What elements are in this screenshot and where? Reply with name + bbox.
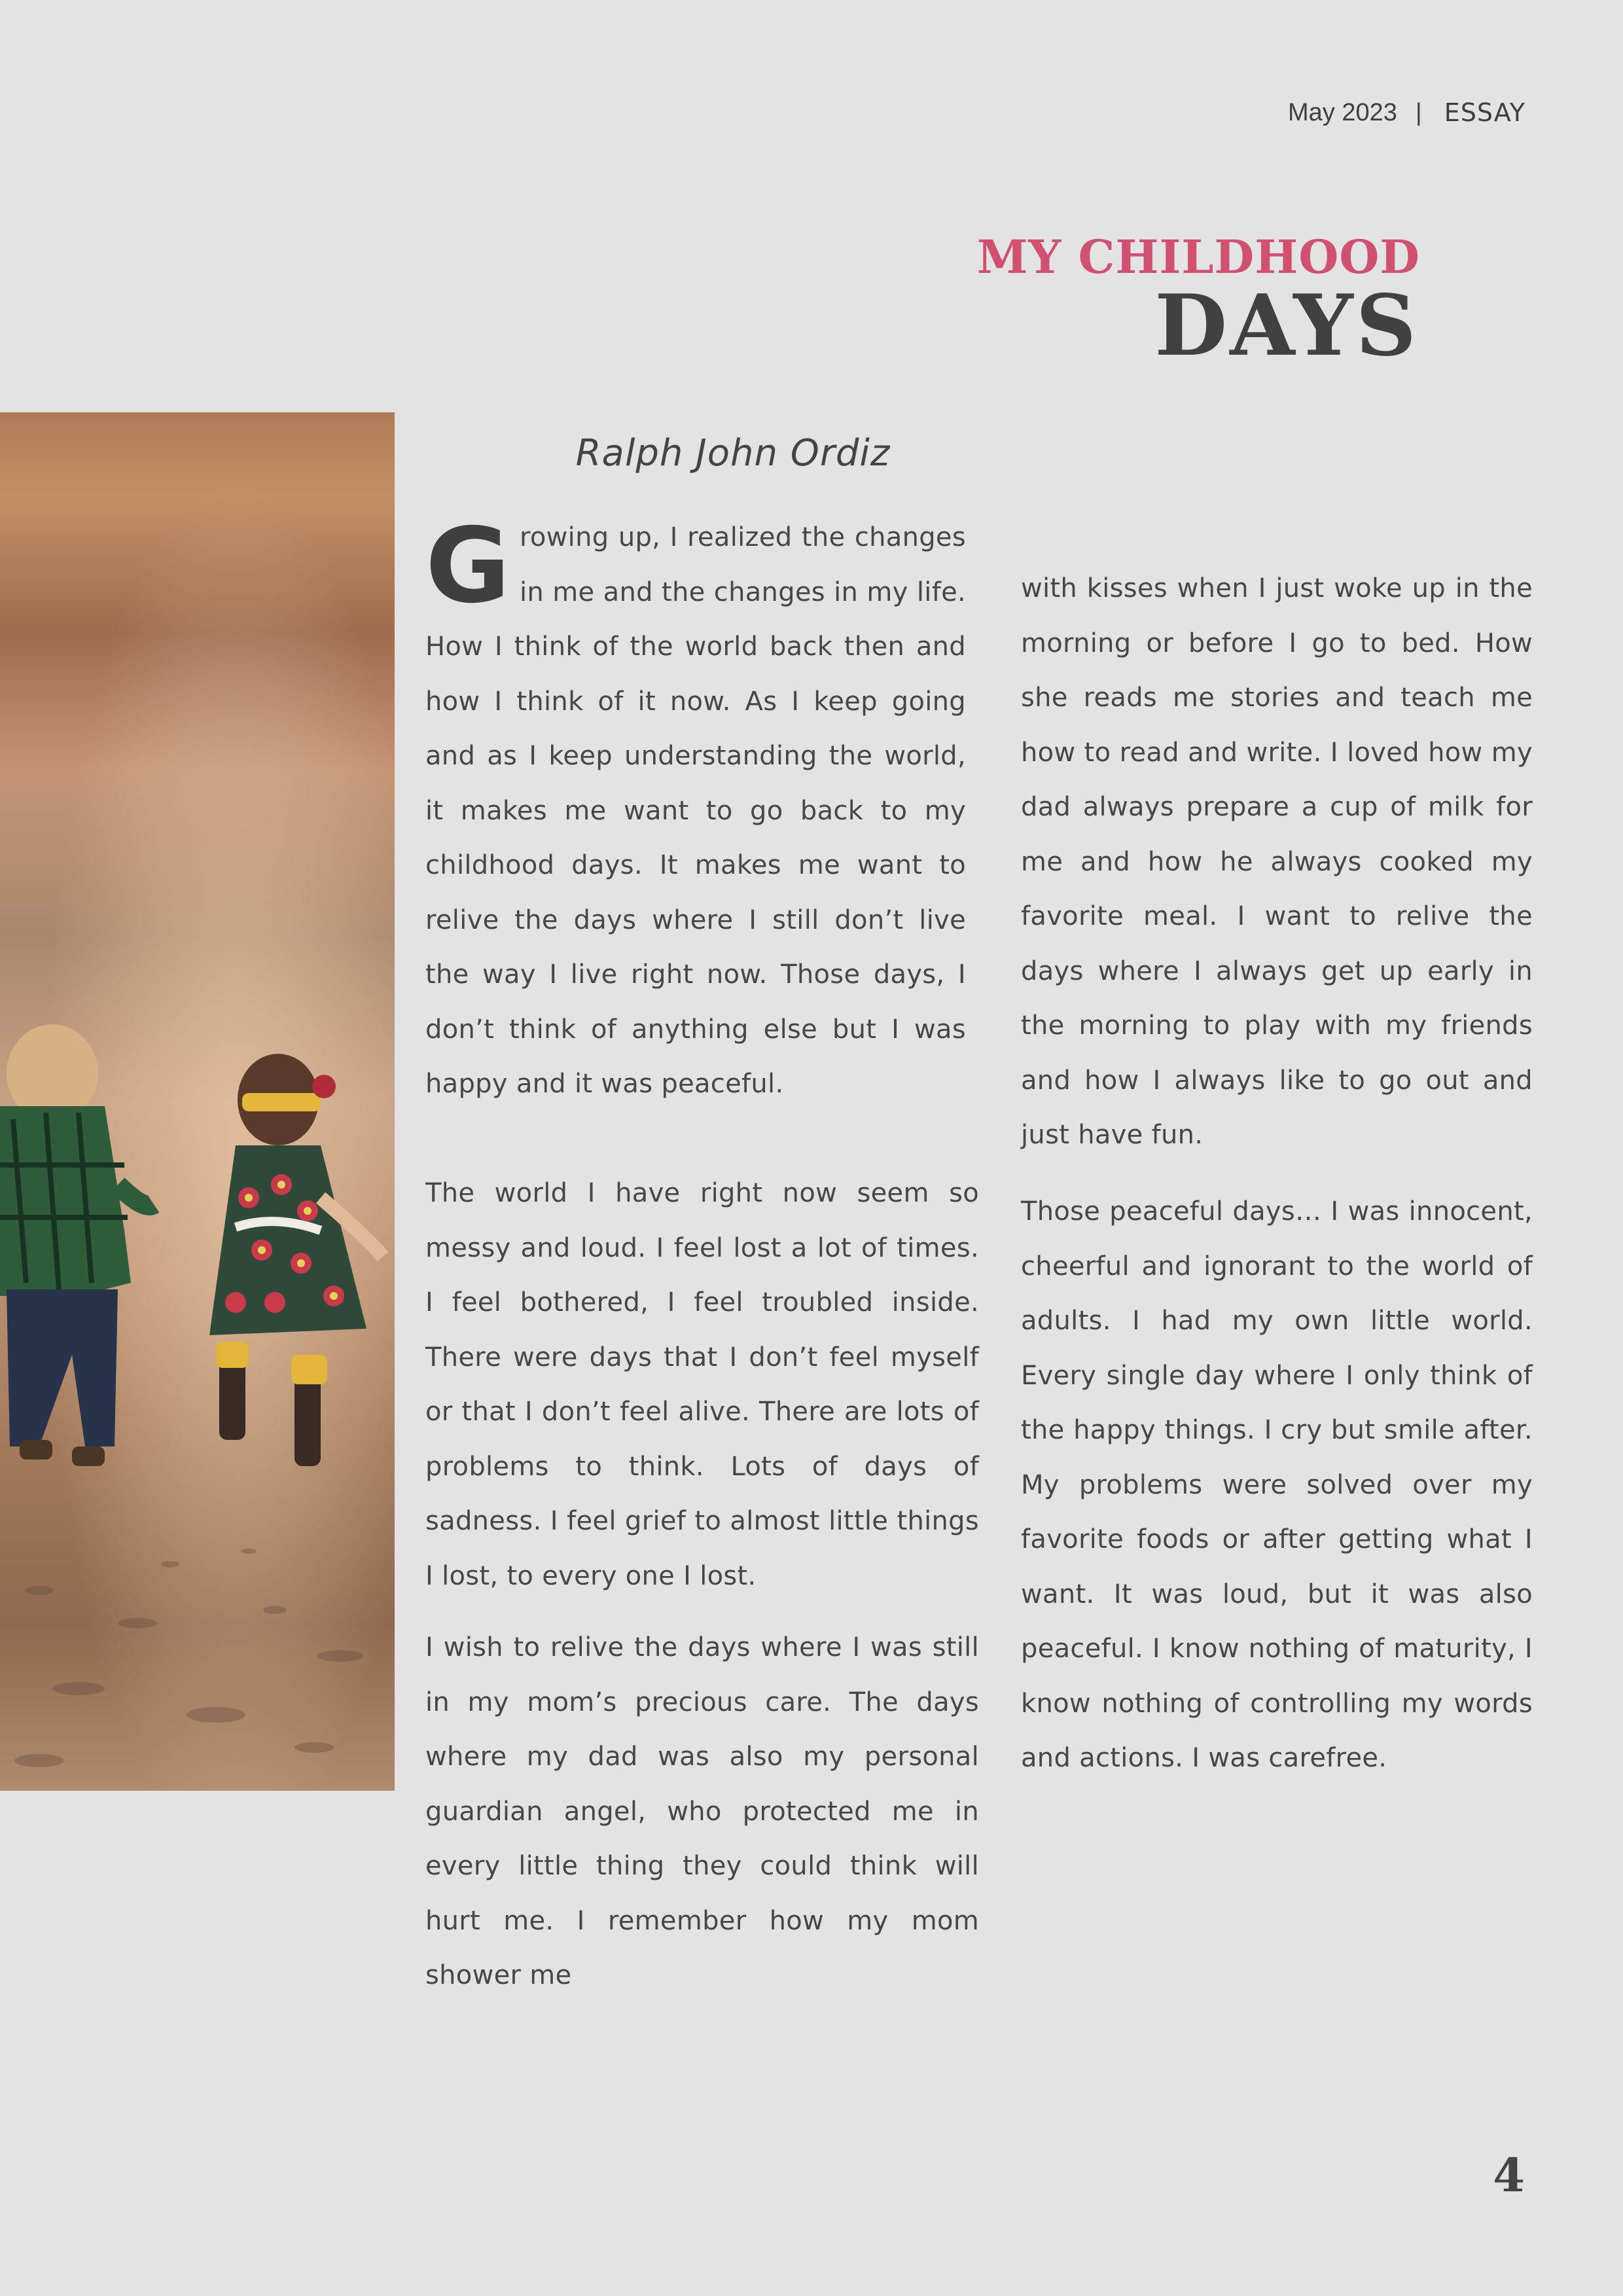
drop-cap: G bbox=[425, 506, 510, 626]
title-kicker: MY CHILDHOOD bbox=[976, 230, 1420, 284]
article-paragraph-3 bbox=[425, 1621, 979, 2003]
paragraph-1-text: rowing up, I realized the changes in me and the changes in my life. How I think of the world back then and how I think of it now. As I keep going and as I keep understanding the world, it makes me want to go back to my childhood days. It makes me want to relive the days where I still don’t live the way I live right now. Those days, I don’t think of anything else but I was happy and it was peaceful. bbox=[425, 522, 966, 1099]
paragraph-2-text: The world I have right now seem so messy and loud. I feel lost a lot of times. I feel bothered, I feel troubled inside. There were days that I don’t feel myself or that I don’t feel alive. There are lots of problems to think. Lots of days of sadness. I feel grief to almost little things I lost, to every one I lost. bbox=[425, 1178, 979, 1591]
children-running-photo bbox=[0, 412, 395, 1791]
author-byline: Ralph John Ordiz bbox=[575, 432, 891, 475]
article-paragraph-4 bbox=[1021, 1185, 1533, 1786]
page-title: DAYS bbox=[1154, 277, 1419, 375]
paragraph-4-text: Those peaceful days… I was innocent, cheerful and ignorant to the world of adults. I had my own little world. Every single day where I only think of the happy things. I cry but smile after. My problems were solved over my favorite foods or after getting what I want. It was loud, but it was also peaceful. I know nothing of maturity, I know nothing of controlling my words and actions. I was carefree. bbox=[1021, 1196, 1533, 1773]
issue-date: May 2023 bbox=[1288, 98, 1397, 126]
paragraph-3-text: I wish to relive the days where I was still in my mom’s precious care. The days where my dad was also my personal guardian angel, who protected me in every little thing they could think will hurt me. I remember how my mom shower me bbox=[425, 1632, 979, 1990]
article-paragraph-3-continued bbox=[1021, 562, 1533, 1163]
paragraph-3-continued-text: with kisses when I just woke up in the morning or before I go to bed. How she reads me stories and teach me how to read and write. I loved how my dad always prepare a cup of milk for me and how he always cooked my favorite meal. I want to relive the days where I always get up early in the morning to play with my friends and how I always like to go out and just have fun. bbox=[1021, 573, 1533, 1150]
article-paragraph-1 bbox=[425, 506, 966, 1112]
page-number: 4 bbox=[1493, 2148, 1525, 2202]
section-label: ESSAY bbox=[1444, 98, 1525, 127]
article-paragraph-2 bbox=[425, 1166, 979, 1604]
page-header bbox=[1288, 98, 1525, 127]
header-separator: | bbox=[1415, 98, 1422, 126]
